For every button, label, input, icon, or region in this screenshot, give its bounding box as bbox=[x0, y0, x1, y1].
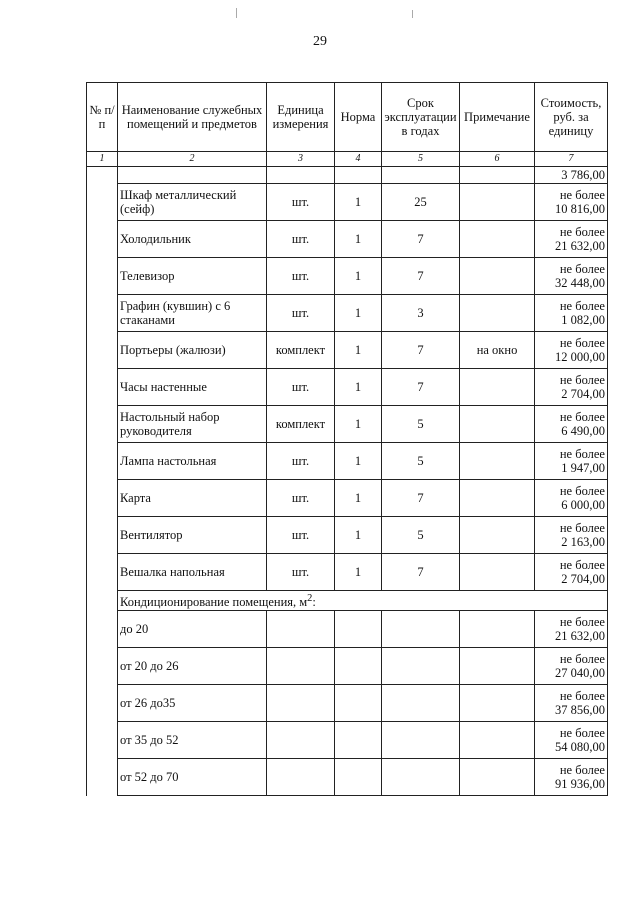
table-cell bbox=[335, 648, 382, 685]
cost-cell bbox=[535, 406, 608, 443]
table-cell bbox=[267, 648, 335, 685]
table-row bbox=[87, 554, 608, 591]
cost-value: 2 704,00 bbox=[561, 387, 605, 401]
cost-prefix: не более bbox=[559, 447, 605, 461]
item-norm: 1 bbox=[335, 443, 382, 480]
item-note bbox=[460, 221, 535, 258]
item-norm: 1 bbox=[335, 295, 382, 332]
cost-prefix: не более bbox=[559, 299, 605, 313]
cost-cell bbox=[535, 443, 608, 480]
item-norm: 1 bbox=[335, 480, 382, 517]
conditioning-heading-text: Кондиционирование помещения, м bbox=[120, 595, 308, 610]
cost-cell bbox=[535, 648, 608, 685]
index-cell: 7 bbox=[535, 152, 608, 167]
item-unit: шт. bbox=[267, 258, 335, 295]
cost-cell bbox=[535, 722, 608, 759]
cost-prefix: не более bbox=[559, 336, 605, 350]
table-cell bbox=[460, 759, 535, 796]
cost-value: 12 000,00 bbox=[555, 350, 605, 364]
cost-value: 2 704,00 bbox=[561, 572, 605, 586]
item-note bbox=[460, 258, 535, 295]
header-num: № п/п bbox=[87, 83, 118, 152]
item-name: Холодильник bbox=[118, 221, 267, 258]
item-norm: 1 bbox=[335, 369, 382, 406]
item-term: 5 bbox=[382, 406, 460, 443]
cost-prefix: не более bbox=[559, 262, 605, 276]
table-row bbox=[87, 480, 608, 517]
item-unit: шт. bbox=[267, 295, 335, 332]
table-row bbox=[87, 258, 608, 295]
conditioning-heading bbox=[118, 591, 608, 611]
item-unit: шт. bbox=[267, 221, 335, 258]
item-term: 7 bbox=[382, 258, 460, 295]
item-norm: 1 bbox=[335, 221, 382, 258]
cost-prefix: не более bbox=[559, 763, 605, 777]
cost-prefix: не более bbox=[559, 615, 605, 629]
index-cell: 2 bbox=[118, 152, 267, 167]
cost-value: 27 040,00 bbox=[555, 666, 605, 680]
cost-value: 32 448,00 bbox=[555, 276, 605, 290]
item-note bbox=[460, 369, 535, 406]
table-row bbox=[87, 759, 608, 796]
item-norm: 1 bbox=[335, 184, 382, 221]
item-note bbox=[460, 554, 535, 591]
table-cell bbox=[382, 611, 460, 648]
conditioning-range: от 26 до35 bbox=[118, 685, 267, 722]
cost-cell bbox=[535, 759, 608, 796]
item-name: Графин (кувшин) с 6 стаканами bbox=[118, 295, 267, 332]
cost-value: 1 947,00 bbox=[561, 461, 605, 475]
item-term: 7 bbox=[382, 332, 460, 369]
item-note bbox=[460, 443, 535, 480]
index-cell: 5 bbox=[382, 152, 460, 167]
item-term: 7 bbox=[382, 554, 460, 591]
item-term: 7 bbox=[382, 221, 460, 258]
cost-value: 6 000,00 bbox=[561, 498, 605, 512]
table-cell bbox=[335, 167, 382, 184]
item-unit: шт. bbox=[267, 480, 335, 517]
item-name: Вешалка напольная bbox=[118, 554, 267, 591]
table-cell bbox=[460, 167, 535, 184]
item-note bbox=[460, 406, 535, 443]
cost-cell bbox=[535, 184, 608, 221]
cost-prefix: не более bbox=[559, 689, 605, 703]
cost-cell bbox=[535, 517, 608, 554]
table-cell bbox=[267, 167, 335, 184]
conditioning-range: от 20 до 26 bbox=[118, 648, 267, 685]
table-row bbox=[87, 685, 608, 722]
cost-prefix: не более bbox=[559, 521, 605, 535]
cost-cell bbox=[535, 480, 608, 517]
table-row bbox=[87, 295, 608, 332]
page-number: 29 bbox=[313, 34, 327, 49]
item-name: Портьеры (жалюзи) bbox=[118, 332, 267, 369]
item-unit: комплект bbox=[267, 332, 335, 369]
item-name: Телевизор bbox=[118, 258, 267, 295]
table-cell bbox=[267, 685, 335, 722]
cost-cell bbox=[535, 332, 608, 369]
item-term: 7 bbox=[382, 480, 460, 517]
item-unit: комплект bbox=[267, 406, 335, 443]
cost-value: 2 163,00 bbox=[561, 535, 605, 549]
item-name: Часы настенные bbox=[118, 369, 267, 406]
cost-prefix: не более bbox=[559, 652, 605, 666]
table-cell bbox=[382, 759, 460, 796]
table-cell bbox=[267, 611, 335, 648]
cost-prefix: не более bbox=[559, 225, 605, 239]
item-norm: 1 bbox=[335, 406, 382, 443]
item-name: Вентилятор bbox=[118, 517, 267, 554]
item-note bbox=[460, 184, 535, 221]
item-name: Шкаф металлический (сейф) bbox=[118, 184, 267, 221]
conditioning-range: от 52 до 70 bbox=[118, 759, 267, 796]
item-term: 25 bbox=[382, 184, 460, 221]
table-cell bbox=[382, 722, 460, 759]
scan-mark bbox=[236, 8, 237, 18]
item-unit: шт. bbox=[267, 369, 335, 406]
row-number-cell bbox=[87, 167, 118, 796]
conditioning-range: до 20 bbox=[118, 611, 267, 648]
cost-value: 10 816,00 bbox=[555, 202, 605, 216]
index-cell: 3 bbox=[267, 152, 335, 167]
carry-over-row bbox=[87, 167, 608, 184]
table-cell bbox=[382, 167, 460, 184]
cost-cell bbox=[535, 554, 608, 591]
scan-mark bbox=[412, 10, 413, 18]
conditioning-range: от 35 до 52 bbox=[118, 722, 267, 759]
item-term: 3 bbox=[382, 295, 460, 332]
table-row bbox=[87, 722, 608, 759]
cost-value: 6 490,00 bbox=[561, 424, 605, 438]
table-row bbox=[87, 369, 608, 406]
item-note bbox=[460, 517, 535, 554]
table-cell bbox=[460, 685, 535, 722]
cost-value: 91 936,00 bbox=[555, 777, 605, 791]
item-norm: 1 bbox=[335, 517, 382, 554]
table-row bbox=[87, 611, 608, 648]
cost-prefix: не более bbox=[559, 188, 605, 202]
cost-value: 21 632,00 bbox=[555, 239, 605, 253]
item-name: Настольный набор руководителя bbox=[118, 406, 267, 443]
cost-value: 21 632,00 bbox=[555, 629, 605, 643]
index-cell: 4 bbox=[335, 152, 382, 167]
item-unit: шт. bbox=[267, 517, 335, 554]
table-cell bbox=[267, 759, 335, 796]
cost-prefix: не более bbox=[559, 410, 605, 424]
cost-prefix: не более bbox=[559, 484, 605, 498]
table-cell bbox=[335, 685, 382, 722]
table-cell bbox=[460, 722, 535, 759]
table-row bbox=[87, 332, 608, 369]
item-norm: 1 bbox=[335, 332, 382, 369]
table-row bbox=[87, 648, 608, 685]
cost-value: 54 080,00 bbox=[555, 740, 605, 754]
cost-prefix: не более bbox=[559, 558, 605, 572]
header-note: Примечание bbox=[460, 83, 535, 152]
table-cell bbox=[460, 611, 535, 648]
header-name: Наименование служебных помещений и предметов bbox=[118, 83, 267, 152]
item-note: на окно bbox=[460, 332, 535, 369]
table-cell bbox=[335, 611, 382, 648]
item-name: Лампа настольная bbox=[118, 443, 267, 480]
cost-prefix: не более bbox=[559, 726, 605, 740]
carry-over-cost: 3 786,00 bbox=[535, 167, 608, 184]
table-cell bbox=[118, 167, 267, 184]
item-unit: шт. bbox=[267, 554, 335, 591]
conditioning-heading-superscript: 2 bbox=[307, 592, 313, 604]
cost-cell bbox=[535, 295, 608, 332]
index-cell: 6 bbox=[460, 152, 535, 167]
item-term: 7 bbox=[382, 369, 460, 406]
equipment-norms-table bbox=[86, 82, 608, 796]
header-norm: Норма bbox=[335, 83, 382, 152]
header-unit: Единица измерения bbox=[267, 83, 335, 152]
conditioning-heading-colon: : bbox=[312, 595, 316, 610]
cost-cell bbox=[535, 369, 608, 406]
cost-prefix: не более bbox=[559, 373, 605, 387]
header-cost: Стоимость, руб. за единицу bbox=[535, 83, 608, 152]
table-cell bbox=[335, 722, 382, 759]
cost-cell bbox=[535, 258, 608, 295]
item-unit: шт. bbox=[267, 184, 335, 221]
cost-cell bbox=[535, 221, 608, 258]
item-term: 5 bbox=[382, 517, 460, 554]
table-cell bbox=[460, 648, 535, 685]
header-row bbox=[87, 83, 608, 152]
cost-cell bbox=[535, 611, 608, 648]
table-cell bbox=[382, 648, 460, 685]
header-term: Срок эксплуатации в годах bbox=[382, 83, 460, 152]
table-row bbox=[87, 443, 608, 480]
table-row bbox=[87, 184, 608, 221]
item-note bbox=[460, 295, 535, 332]
item-norm: 1 bbox=[335, 554, 382, 591]
cost-cell bbox=[535, 685, 608, 722]
table-row bbox=[87, 517, 608, 554]
table-row bbox=[87, 221, 608, 258]
table-cell bbox=[267, 722, 335, 759]
item-name: Карта bbox=[118, 480, 267, 517]
item-note bbox=[460, 480, 535, 517]
table-row bbox=[87, 406, 608, 443]
cost-value: 37 856,00 bbox=[555, 703, 605, 717]
table-cell bbox=[335, 759, 382, 796]
index-cell: 1 bbox=[87, 152, 118, 167]
column-index-row bbox=[87, 152, 608, 167]
item-term: 5 bbox=[382, 443, 460, 480]
cost-value: 1 082,00 bbox=[561, 313, 605, 327]
section-heading-row bbox=[87, 591, 608, 611]
item-unit: шт. bbox=[267, 443, 335, 480]
table-cell bbox=[382, 685, 460, 722]
item-norm: 1 bbox=[335, 258, 382, 295]
